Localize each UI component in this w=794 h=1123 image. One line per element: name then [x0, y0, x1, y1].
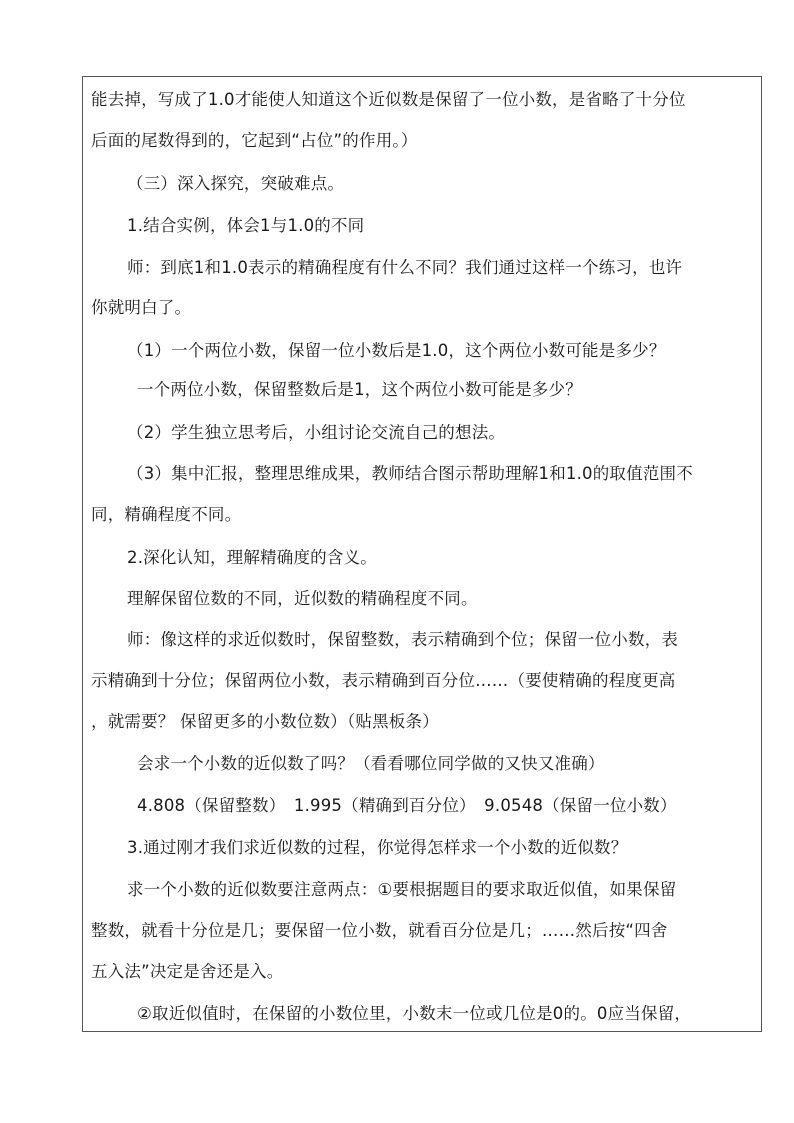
- text-line: 一个两位小数，保留整数后是1，这个两位小数可能是多少？: [137, 380, 582, 399]
- subsection-heading: 3.通过刚才我们求近似数的过程，你觉得怎样求一个小数的近似数？: [127, 838, 628, 857]
- exercise-line: 4.808（保留整数） 1.995（精确到百分位） 9.0548（保留一位小数）: [137, 796, 677, 815]
- text-line: 示精确到十分位；保留两位小数，表示精确到百分位……（要使精确的程度更高: [91, 671, 676, 690]
- text-line: 能去掉，写成了1.0才能使人知道这个近似数是保留了一位小数，是省略了十分位: [91, 90, 686, 109]
- text-line: （1）一个两位小数，保留一位小数后是1.0，这个两位小数可能是多少？: [127, 341, 666, 360]
- document-frame: [82, 76, 762, 1032]
- subsection-heading: 2.深化认知，理解精确度的含义。: [127, 548, 377, 567]
- text-line: ②取近似值时，在保留的小数位里，小数末一位或几位是0的。0应当保留，: [137, 1004, 692, 1023]
- text-line: 求一个小数的近似数要注意两点：①要根据题目的要求取近似值，如果保留: [127, 880, 677, 899]
- text-line: 你就明白了。: [91, 298, 192, 317]
- text-line: 同，精确程度不同。: [91, 505, 242, 524]
- text-line: 师：到底1和1.0表示的精确程度有什么不同？我们通过这样一个练习，也许: [127, 258, 683, 277]
- text-line: 五入法”决定是舍还是入。: [91, 962, 284, 981]
- section-heading: （三）深入探究，突破难点。: [127, 174, 345, 193]
- text-line: （2）学生独立思考后，小组讨论交流自己的想法。: [127, 423, 506, 442]
- text-line: 师：像这样的求近似数时，保留整数，表示精确到个位；保留一位小数，表: [127, 630, 679, 649]
- text-line: 整数，就看十分位是几；要保留一位小数，就看百分位是几；……然后按“四舍: [91, 921, 668, 940]
- text-line: 后面的尾数得到的，它起到“占位”的作用。）: [91, 131, 418, 150]
- text-line: 会求一个小数的近似数了吗？（看看哪位同学做的又快又准确）: [137, 754, 605, 773]
- subsection-heading: 1.结合实例，体会1与1.0的不同: [127, 216, 365, 235]
- text-line: （3）集中汇报，整理思维成果，教师结合图示帮助理解1和1.0的取值范围不: [127, 464, 693, 483]
- text-line: 理解保留位数的不同，近似数的精确程度不同。: [127, 589, 478, 608]
- text-line: ，就需要？ 保留更多的小数位数）（贴黑板条）: [91, 712, 439, 731]
